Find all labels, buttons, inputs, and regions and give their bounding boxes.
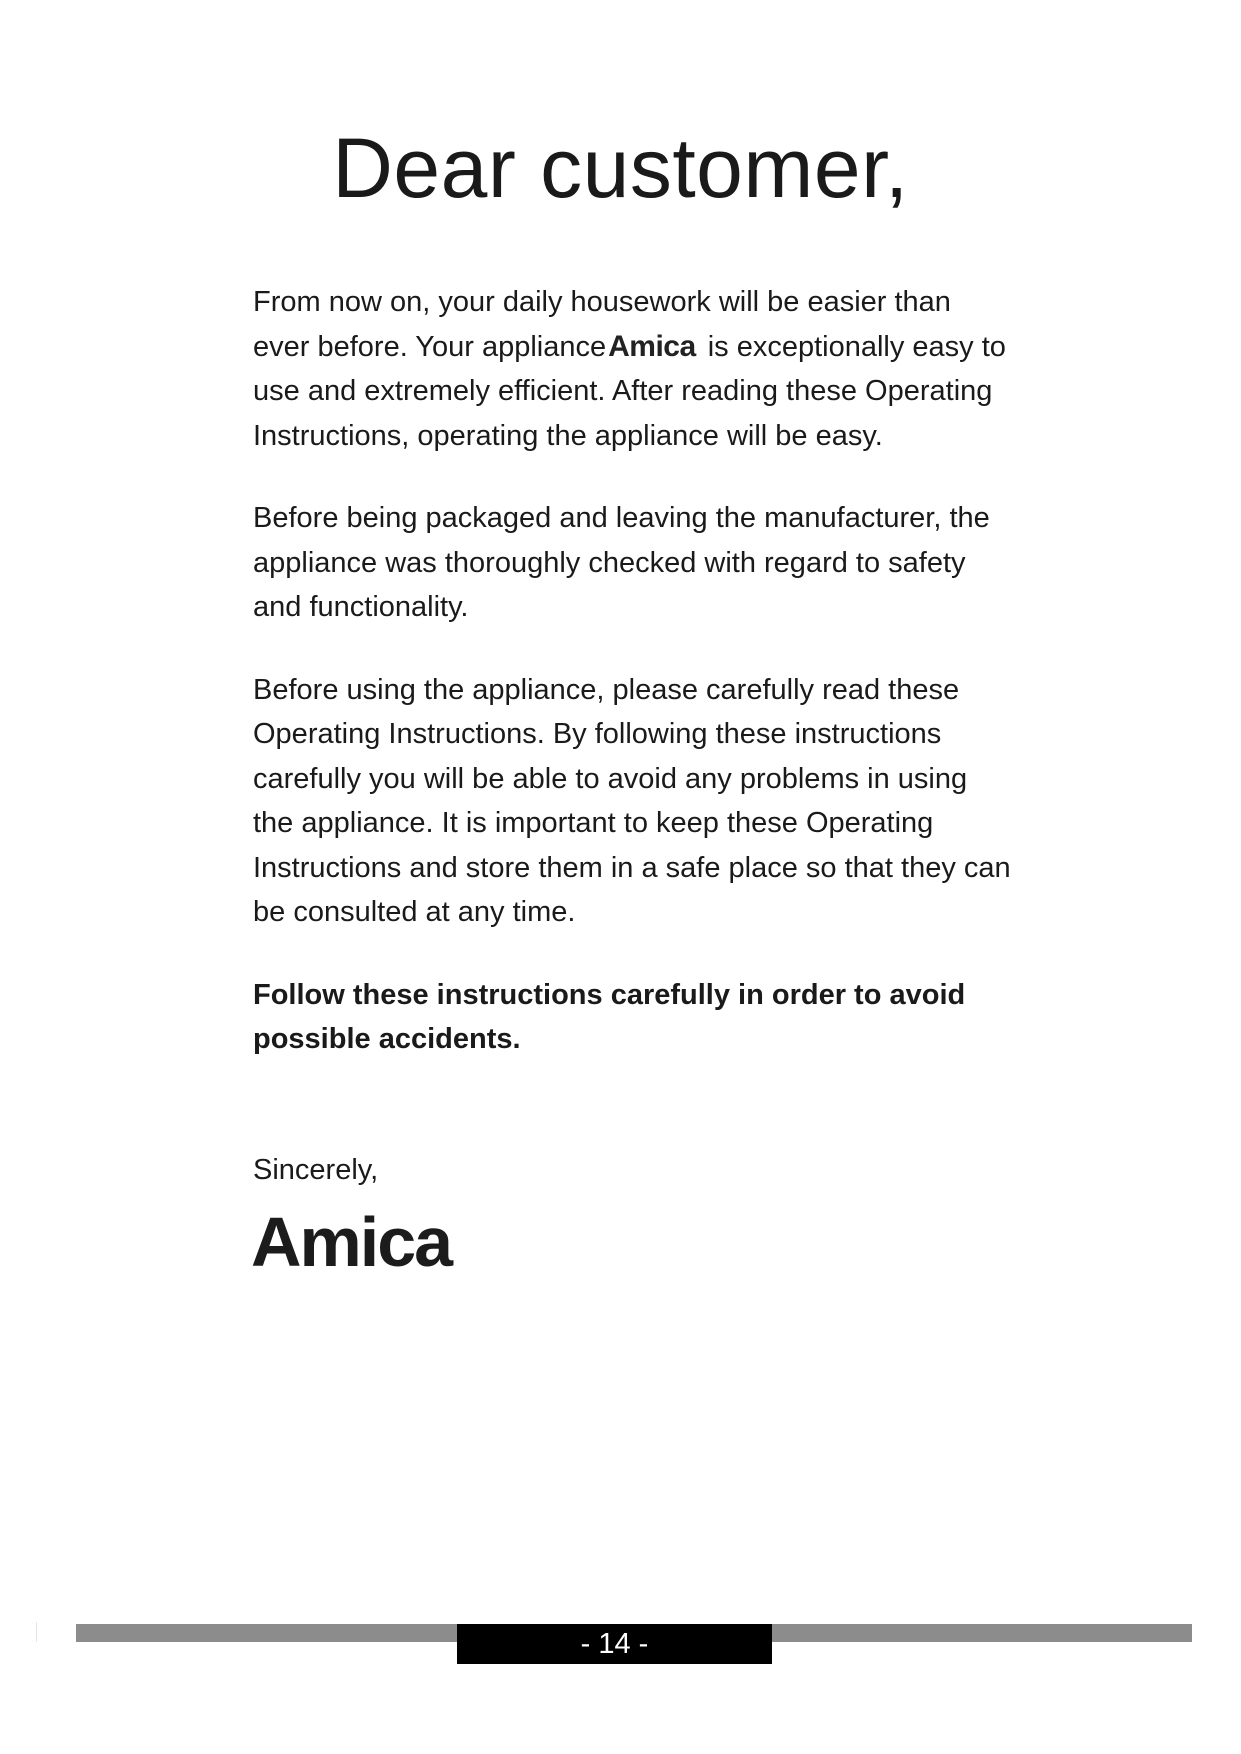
instructions-paragraph: Before using the appliance, please carefully read these Operating Instructions. By following these instructions carefully you will be able to avoid any problems in using the appliance. It is important to keep these Operating Instructions and store them in a safe place so that they can be consulted at any time. — [253, 673, 1011, 928]
page-number: - 14 - — [457, 1624, 772, 1664]
letter-body — [253, 280, 1013, 1100]
signature-brand-logo: Amica — [251, 1203, 452, 1281]
page-title: Dear customer, — [332, 121, 909, 215]
intro-text-end: is exceptionally easy to use and extremely efficient. After reading these Operating Instructions, operating the appliance will be easy. — [253, 330, 1006, 452]
inspection-paragraph: Before being packaged and leaving the manufacturer, the appliance was thoroughly checked with regard to safety and functionality. — [253, 502, 990, 623]
warning-paragraph: Follow these instructions carefully in order to avoid possible accidents. — [253, 978, 966, 1055]
closing-text: Sincerely, — [253, 1154, 379, 1186]
intro-text-start: From now on, your daily housework will be easier than ever before. Your appliance — [253, 286, 951, 363]
inline-brand-logo: Amica — [608, 329, 696, 363]
margin-mark — [36, 1622, 37, 1642]
intro-paragraph — [253, 280, 1013, 458]
